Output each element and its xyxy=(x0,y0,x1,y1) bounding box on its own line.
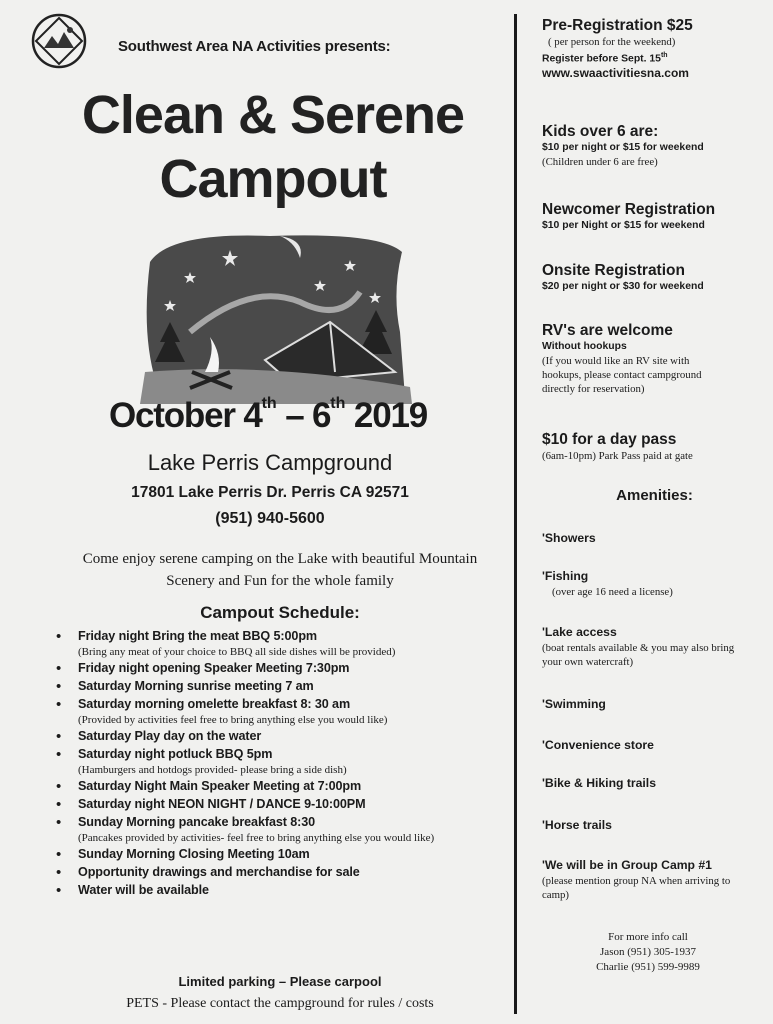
amenity-label: 'Lake access xyxy=(542,625,617,639)
preregistration-deadline xyxy=(542,49,767,66)
preregistration-sub: ( per person for the weekend) xyxy=(548,36,676,48)
schedule-item-text: • Friday night opening Speaker Meeting 7:30pm xyxy=(78,661,350,675)
na-logo xyxy=(30,12,88,70)
kids-note: (Children under 6 are free) xyxy=(542,156,658,168)
amenity-note: (please mention group NA when arriving to camp) xyxy=(542,875,731,901)
schedule-item xyxy=(30,882,508,899)
amenity-label: 'Fishing xyxy=(542,569,589,583)
rv-heading: RV's are welcome xyxy=(542,322,673,339)
schedule-item xyxy=(30,660,508,677)
amenities-heading: Amenities: xyxy=(616,487,693,504)
schedule-item-text: • Water will be available xyxy=(78,883,209,897)
contact-line: Charlie (951) 599-9989 xyxy=(596,961,700,973)
preregistration-block xyxy=(542,16,767,80)
amenity-label: 'Bike & Hiking trails xyxy=(542,776,656,790)
amenity-item xyxy=(542,817,767,834)
amenity-item xyxy=(542,568,767,599)
date-year: 2019 xyxy=(345,396,427,435)
title-line-2: Campout xyxy=(159,149,387,209)
kids-block xyxy=(542,122,767,169)
schedule-item-text: • Saturday night potluck BBQ 5pm xyxy=(78,747,273,761)
amenity-label: 'Convenience store xyxy=(542,738,654,752)
parking-note: Limited parking – Please carpool xyxy=(178,974,382,989)
deadline-suffix: th xyxy=(660,52,668,59)
kids-price: $10 per night or $15 for weekend xyxy=(542,142,704,153)
schedule-item xyxy=(30,846,508,863)
contact-line: For more info call xyxy=(608,931,688,943)
date-start-suffix: th xyxy=(261,395,277,412)
schedule-item-text: • Saturday morning omelette breakfast 8: 30 am xyxy=(78,697,351,711)
intro-line: Come enjoy serene camping on the Lake with beautiful Mountain xyxy=(82,551,478,567)
title-line-1: Clean & Serene xyxy=(81,85,465,145)
campsite-illustration xyxy=(130,222,422,410)
schedule-item-note: (Pancakes provided by activities- feel free to bring anything else you would like) xyxy=(78,832,435,844)
column-divider xyxy=(514,14,517,1014)
amenity-item xyxy=(542,857,767,902)
amenity-item xyxy=(542,737,767,754)
schedule-item-text: • Opportunity drawings and merchandise for sale xyxy=(78,865,360,879)
date-end-suffix: th xyxy=(330,395,346,412)
schedule-item-text: • Saturday night NEON NIGHT / DANCE 9-10:00PM xyxy=(78,797,366,811)
presenter-line: Southwest Area NA Activities presents: xyxy=(118,38,391,55)
rv-note: directly for reservation) xyxy=(542,383,645,395)
intro-text xyxy=(40,548,520,592)
schedule-item xyxy=(30,678,508,695)
rv-block xyxy=(542,321,767,396)
kids-heading: Kids over 6 are: xyxy=(542,123,659,140)
schedule-item xyxy=(30,796,508,813)
amenity-note: (boat rentals available & you may also bring your own watercraft) xyxy=(542,642,735,668)
venue-address: 17801 Lake Perris Dr. Perris CA 92571 xyxy=(131,484,409,501)
amenity-item xyxy=(542,775,767,792)
newcomer-heading: Newcomer Registration xyxy=(542,201,716,218)
amenity-item xyxy=(542,696,767,713)
contact-line: Jason (951) 305-1937 xyxy=(600,946,696,958)
schedule-item-text: • Sunday Morning pancake breakfast 8:30 xyxy=(78,815,316,829)
schedule-item xyxy=(30,778,508,795)
contact-info xyxy=(548,930,748,975)
amenity-item xyxy=(542,530,767,547)
schedule-item xyxy=(30,814,508,845)
schedule-item-text: • Saturday Play day on the water xyxy=(78,729,262,743)
schedule-item-note: (Provided by activities feel free to bring anything else you would like) xyxy=(78,714,388,726)
onsite-block xyxy=(542,261,767,294)
schedule-item xyxy=(30,696,508,727)
amenity-label: 'Horse trails xyxy=(542,818,612,832)
venue-name: Lake Perris Campground xyxy=(147,450,393,475)
schedule-item xyxy=(30,628,508,659)
schedule-item xyxy=(30,864,508,881)
schedule-item-note: (Hamburgers and hotdogs provided- please bring a side dish) xyxy=(78,764,347,776)
newcomer-block xyxy=(542,200,767,233)
date-sep: – 6 xyxy=(276,396,331,435)
amenity-label: 'Showers xyxy=(542,531,596,545)
venue-phone: (951) 940-5600 xyxy=(215,510,325,527)
schedule-list xyxy=(30,628,508,900)
rv-note: (If you would like an RV site with xyxy=(542,355,690,367)
rv-sub: Without hookups xyxy=(542,341,627,352)
date-start-day: October 4 xyxy=(109,396,262,435)
schedule-item xyxy=(30,746,508,777)
preregistration-heading: Pre-Registration $25 xyxy=(542,17,693,34)
schedule-item-text: • Saturday Morning sunrise meeting 7 am xyxy=(78,679,314,693)
schedule-heading: Campout Schedule: xyxy=(200,603,360,622)
intro-line: Scenery and Fun for the whole family xyxy=(166,573,394,589)
daypass-note: (6am-10pm) Park Pass paid at gate xyxy=(542,450,693,462)
pets-note: PETS - Please contact the campground for rules / costs xyxy=(126,996,434,1011)
daypass-heading: $10 for a day pass xyxy=(542,431,677,448)
schedule-item xyxy=(30,728,508,745)
schedule-item-text: • Saturday Night Main Speaker Meeting at 7:00pm xyxy=(78,779,362,793)
deadline-text: Register before Sept. 15 xyxy=(542,53,661,65)
rv-note: hookups, please contact campground xyxy=(542,369,702,381)
onsite-heading: Onsite Registration xyxy=(542,262,685,279)
schedule-item-text: • Friday night Bring the meat BBQ 5:00pm xyxy=(78,629,318,643)
amenity-item xyxy=(542,624,767,669)
onsite-price: $20 per night or $30 for weekend xyxy=(542,281,704,292)
daypass-block xyxy=(542,430,767,463)
amenity-note: (over age 16 need a license) xyxy=(552,586,673,598)
amenity-label: 'Swimming xyxy=(542,697,606,711)
schedule-item-note: (Bring any meat of your choice to BBQ all side dishes will be provided) xyxy=(78,646,396,658)
schedule-item-text: • Sunday Morning Closing Meeting 10am xyxy=(78,847,310,861)
newcomer-price: $10 per Night or $15 for weekend xyxy=(542,220,705,231)
event-dates xyxy=(58,395,478,435)
registration-url[interactable]: www.swaactivitiesna.com xyxy=(542,66,689,81)
amenity-label: 'We will be in Group Camp #1 xyxy=(542,858,712,872)
